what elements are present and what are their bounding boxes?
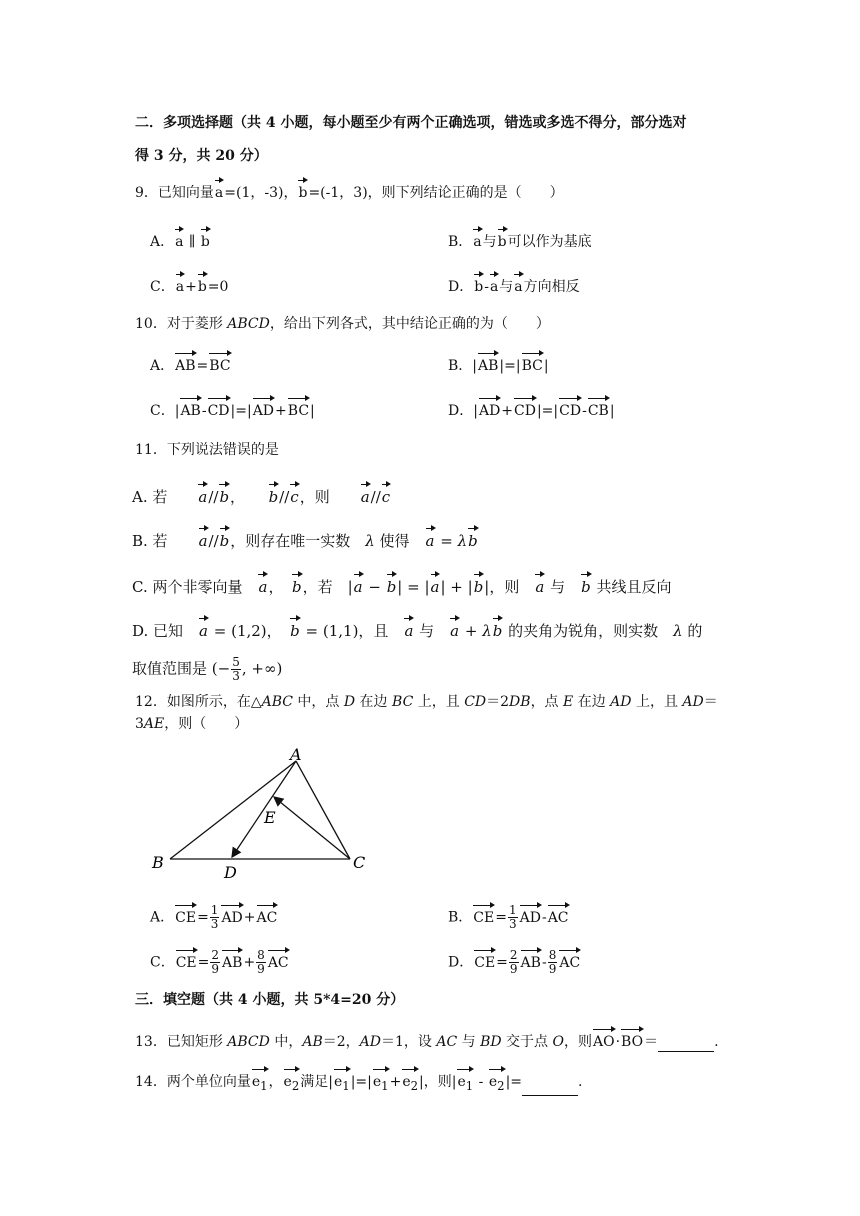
section3-heading: 三．填空题（共 4 小题，共 5*4=20 分） [135,992,405,1008]
section-heading [135,113,687,133]
q9-option-c: C．a+b=0 [150,279,229,295]
q14-stem: 14．两个单位向量$e_1$，$e_2$满足$|e_1|=|e_1+e_2|$，则$|e_1 - e_2|=$ . [135,1072,582,1096]
q9-option-b: B．a与b可以作为基底 [448,234,592,250]
q9-stem: 9．已知向量a=(1，-3)，b=(-1，3)，则下列结论正确的是（ ） [135,185,564,201]
label-d: D [224,863,237,882]
q12-option-a: A．CE= $\frac{1}{3}$ AD+AC [150,903,278,931]
q10-option-d: D．|AD+CD|=|CD-CB| [448,403,615,419]
q13-answer-blank[interactable] [658,1037,714,1052]
edge-ac [296,761,350,859]
edge-ab [170,761,296,859]
label-e: E [264,808,276,827]
section2-heading-line2: 得 3 分，共 20 分） [135,148,268,164]
q12-stem-line2: 3AE，则（ ） [135,716,249,732]
q9-option-d: D．b-a与a方向相反 [448,279,580,295]
triangle-figure [140,740,400,885]
segment-ce-arrow [274,797,350,859]
q10-option-b: B．|AB|=|BC| [448,358,549,374]
q14-answer-blank[interactable] [522,1081,578,1096]
q13-stem: 13．已知矩形 ABCD 中，AB＝2，AD＝1，设 AC 与 BD 交于点 O，则AO·BO＝ . [135,1034,719,1050]
label-b: B [152,853,164,872]
label-a: A [290,745,302,764]
q10-option-c: C．|AB-CD|=|AD+BC| [150,403,315,419]
q12-stem-line1: 12．如图所示，在△ABC 中，点 D 在边 BC 上，且 CD＝2DB，点 E 在边 AD 上，且 AD＝ [135,694,718,710]
q12-option-c: C．CE= $\frac{2}{9}$ AB+ $\frac{8}{9}$ AC [150,948,289,976]
q12-option-d: D．CE= $\frac{2}{9}$ AB- $\frac{8}{9}$ AC [448,948,581,976]
q11-option-a: A. 若 a//b， b//c，则 a//c [132,488,391,506]
q11-option-c: C. 两个非零向量 a， b，若 |a − b| = |a| + |b|，则 a 与 b 共线且反向 [132,578,672,596]
q10-option-a: A．AB=BC [150,358,231,374]
q11-stem: 11．下列说法错误的是 [135,442,279,458]
q12-option-b: B．CE= $\frac{1}{3}$ AD-AC [448,903,569,931]
q9-option-a: A．a ∥ b [150,234,210,250]
label-c: C [353,853,366,872]
q11-option-d-line1: D. 已知 a = (1,2)， b = (1,1)，且 a 与 a + λb 的夹角为锐角，则实数 λ 的 [132,622,703,640]
q11-option-b: B. 若 a//b，则存在唯一实数 λ 使得 a = λb [132,532,478,550]
q11-option-d-line2: 取值范围是 (− $\frac{5}{3}$ , +∞) [132,655,283,683]
q10-stem: 10．对于菱形 ABCD，给出下列各式，其中结论正确的为（ ） [135,316,550,332]
section2-heading-line1: 二．多项选择题（共 4 小题，每小题至少有两个正确选项，错选或多选不得分，部分选对 [135,115,687,131]
